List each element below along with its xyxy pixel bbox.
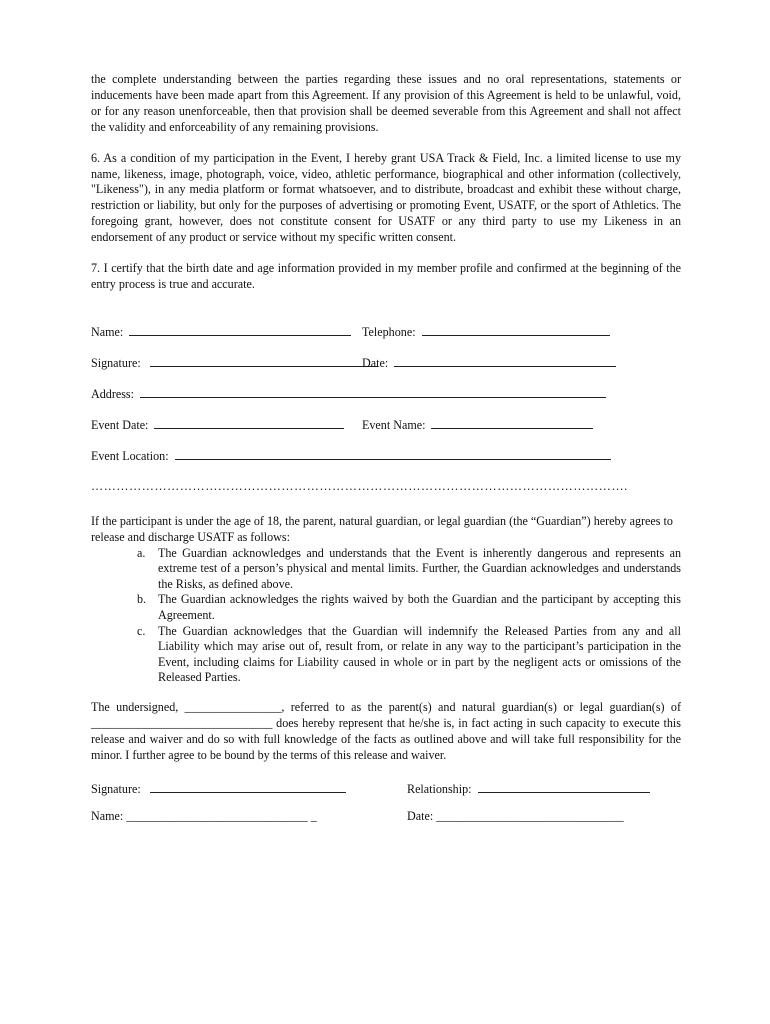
event-name-label: Event Name: (362, 417, 426, 432)
guardian-date-line[interactable]: _______________________________ (436, 808, 624, 823)
relationship-field[interactable] (407, 780, 650, 797)
name-field[interactable] (91, 323, 351, 340)
list-item (91, 546, 681, 593)
event-location-line[interactable] (175, 447, 611, 460)
guardian-date-field[interactable] (407, 808, 624, 824)
guardian-signature-line[interactable] (150, 780, 346, 793)
guardian-acknowledgements-list (91, 546, 681, 686)
list-item (91, 592, 681, 623)
list-item (91, 624, 681, 686)
guardian-name-field[interactable] (91, 808, 317, 824)
guardian-representation-paragraph: The undersigned, ________________, referred to as the parent(s) and natural guardian(s) or legal guardian(s) of ______________________________ does hereby represent that he/she is, in fact acting in such capacity to execute this release and waiver and do so with full knowledge of the facts as outlined above and will take full responsibility for the minor. I further agree to be bound by the terms of this release and waiver. (91, 700, 681, 762)
participant-name-row (91, 323, 681, 339)
date-field[interactable] (362, 354, 616, 371)
event-location-label: Event Location: (91, 448, 169, 463)
event-location-row (91, 447, 681, 463)
signature-label: Signature: (91, 355, 141, 370)
participant-address-row (91, 385, 681, 401)
address-line[interactable] (140, 385, 606, 398)
list-item-text: The Guardian acknowledges and understands that the Event is inherently dangerous and represents an extreme test of a person’s physical and mental limits. Further, the Guardian acknowledges and understands the Risks, as defined above. (158, 545, 681, 591)
guardian-signature-label: Signature: (91, 781, 141, 796)
signature-field[interactable] (91, 354, 378, 371)
event-date-row (91, 416, 681, 432)
event-date-label: Event Date: (91, 417, 149, 432)
telephone-field[interactable] (362, 323, 610, 340)
participant-signature-row (91, 354, 681, 370)
relationship-line[interactable] (478, 780, 650, 793)
event-location-field[interactable] (91, 447, 611, 464)
relationship-label: Relationship: (407, 781, 472, 796)
telephone-label: Telephone: (362, 324, 416, 339)
telephone-line[interactable] (422, 323, 610, 336)
waiver-page (91, 72, 681, 839)
event-name-field[interactable] (362, 416, 593, 433)
date-line[interactable] (394, 354, 616, 367)
name-line[interactable] (129, 323, 351, 336)
event-date-line[interactable] (154, 416, 344, 429)
list-item-text: The Guardian acknowledges that the Guardian will indemnify the Released Parties from any and all Liability which may arise out of, result from, or relate in any way to the participant’s participation in the Event, including claims for Liability caused in whole or in part by the negligent acts or omissions of the Released Parties. (158, 623, 681, 685)
guardian-name-label: Name: (91, 808, 124, 823)
date-label: Date: (362, 355, 389, 370)
age-certification-paragraph: 7. I certify that the birth date and age information provided in my member profile and confirmed at the beginning of the entry process is true and accurate. (91, 261, 681, 291)
guardian-signature-field[interactable] (91, 780, 346, 797)
address-field[interactable] (91, 385, 606, 402)
guardian-name-line[interactable]: ______________________________ _ (126, 808, 317, 823)
list-marker: b. (137, 592, 147, 607)
list-marker: a. (137, 545, 146, 560)
event-name-line[interactable] (431, 416, 593, 429)
event-date-field[interactable] (91, 416, 344, 433)
section-separator: ………………………………………………………………………………………………………………. (91, 478, 628, 493)
name-label: Name: (91, 324, 124, 339)
likeness-license-paragraph: 6. As a condition of my participation in the Event, I hereby grant USA Track & Field, Inc. a limited license to use my name, likeness, image, photograph, voice, video, athletic performance, biographical and other information (collectively, "Likeness"), in any media platform or format whatsoever, and to distribute, broadcast and exhibit these without charge, restriction or liability, but only for the purposes of advertising or promoting Event, USATF, or the sport of Athletics. The foregoing grant, however, does not constitute consent for USATF or any third party to use my Likeness in an endorsement of any product or service without my specific written consent. (91, 150, 681, 245)
agreement-continuation-paragraph: the complete understanding between the parties regarding these issues and no oral representations, statements or inducements have been made apart from this Agreement. If any provision of this Agreement is held to be unlawful, void, or for any reason unenforceable, then that provision shall be deemed severable from this Agreement and shall not affect the validity and enforceability of any remaining provisions. (91, 72, 681, 134)
guardian-name-row (91, 808, 681, 824)
address-label: Address: (91, 386, 134, 401)
signature-line[interactable] (150, 354, 378, 367)
guardian-intro-paragraph: If the participant is under the age of 18, the parent, natural guardian, or legal guardian (the “Guardian”) hereby agrees to release and discharge USATF as follows: (91, 513, 673, 544)
list-item-text: The Guardian acknowledges the rights waived by both the Guardian and the participant by accepting this Agreement. (158, 592, 681, 623)
guardian-signature-row (91, 780, 681, 796)
guardian-date-label: Date: (407, 808, 434, 823)
list-marker: c. (137, 623, 146, 638)
